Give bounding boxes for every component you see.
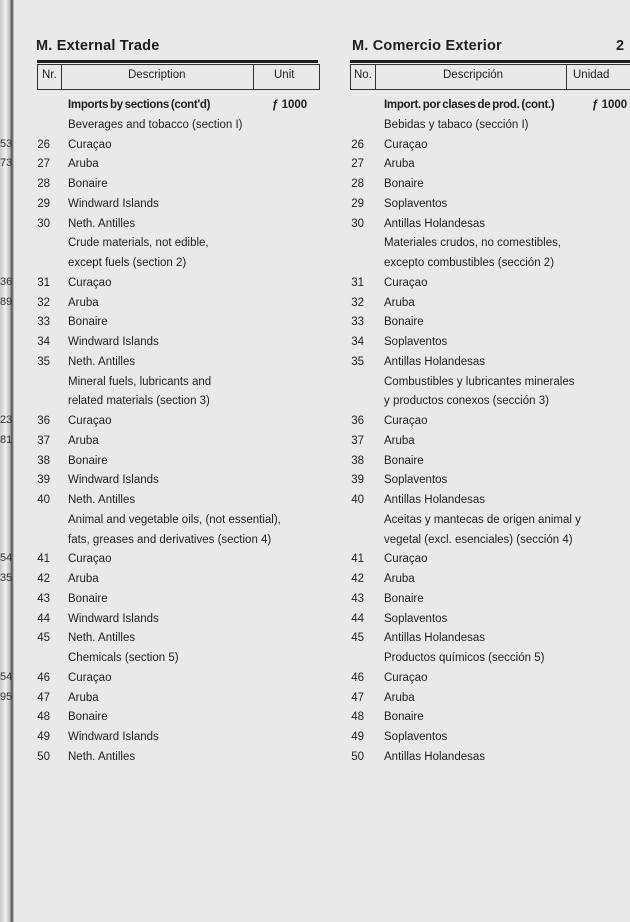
row-number: 33 [37,316,50,329]
row-number: 49 [351,731,364,743]
row-number: 37 [37,434,50,447]
table-row [0,610,630,628]
row-description: Bonaire [68,454,108,467]
row-description: Beverages and tobacco (section I) [68,118,243,131]
table-row [0,234,630,252]
row-description: Materiales crudos, no comestibles, [384,237,562,250]
row-description: Antillas Holandesas [384,494,486,506]
row-description: Aruba [384,434,415,447]
row-number: 39 [351,474,364,487]
row-description: Neth. Antilles [68,632,136,645]
table-row [0,531,630,549]
table-row [0,629,630,647]
row-number: 44 [351,612,364,625]
table-row [0,550,630,568]
row-number: 48 [351,711,364,724]
row-number: 39 [37,474,50,487]
row-description: Productos químicos (sección 5) [384,652,545,664]
table-row [0,353,630,371]
row-number: 36 [37,415,50,427]
margin-fragment: 81 [0,433,13,446]
row-number: 38 [351,454,364,467]
row-description: Soplaventos [384,474,448,487]
row-description: Curaçao [384,415,428,427]
row-description: Imports by sections (cont'd) [68,99,211,111]
row-description: Neth. Antilles [68,494,136,506]
row-number: 49 [37,731,50,743]
row-number: 27 [37,158,50,171]
row-number: 30 [351,217,364,230]
row-number: 32 [351,296,364,309]
row-description: related materials (section 3) [68,395,210,408]
row-description: Mineral fuels, lubricants and [68,375,212,388]
table-row [0,215,630,233]
row-description: Bonaire [68,711,108,724]
row-description: Soplaventos [384,336,448,348]
table-row [0,708,630,726]
table-row [0,669,630,687]
row-number: 34 [351,336,364,348]
row-description: Soplaventos [384,731,448,743]
row-description: Curaçao [68,138,112,151]
row-number: 38 [37,454,50,467]
row-number: 36 [351,415,364,427]
row-number: 40 [37,494,50,506]
right-table-header [350,64,630,90]
table-row [0,649,630,667]
row-description: Aruba [68,691,99,704]
row-number: 50 [351,750,364,763]
row-number: 31 [37,276,50,289]
table-row [0,471,630,489]
margin-fragment: 53 [0,137,13,150]
row-description: Curaçao [68,415,112,427]
row-description: excepto combustibles (sección 2) [384,257,555,269]
row-number: 50 [37,750,50,763]
row-number: 42 [351,573,364,585]
row-number: 43 [37,592,50,605]
row-number: 41 [351,553,364,566]
row-description: Antillas Holandesas [384,217,486,230]
row-description: Antillas Holandesas [384,750,486,763]
row-description: vegetal (excl. esenciales) (sección 4) [384,533,573,546]
table-row [0,333,630,351]
row-description: Aruba [68,434,99,447]
header-no: No. [354,69,372,81]
table-row [0,748,630,766]
row-description: Curaçao [384,553,428,566]
row-number: 35 [351,355,364,368]
row-description: Bonaire [384,316,424,329]
row-number: 26 [37,138,50,151]
divider [253,65,254,89]
table-row [0,452,630,470]
margin-fragment: 54 [0,552,13,565]
row-number: 41 [37,553,50,566]
table-row [0,294,630,312]
row-description: except fuels (section 2) [68,257,187,269]
table-row [0,136,630,154]
left-header-rule [37,60,318,63]
row-description: Crude materials, not edible, [68,237,209,250]
row-number: 43 [351,592,364,605]
row-description: Bonaire [68,178,108,190]
row-number: 34 [37,336,50,348]
divider [61,65,62,89]
row-description: Windward Islands [68,197,159,210]
row-description: Bonaire [384,592,424,605]
page-number: 2 [616,38,625,54]
margin-fragment: 89 [0,295,13,308]
table-row [0,590,630,608]
table-row [0,511,630,529]
row-number: 45 [351,632,364,645]
row-description: Bebidas y tabaco (sección I) [384,118,529,131]
table-row [0,254,630,272]
row-description: Neth. Antilles [68,750,136,763]
divider [375,65,376,89]
header-unidad: Unidad [573,69,610,81]
table-row [0,432,630,450]
row-description: Bonaire [384,454,424,467]
table-row [0,313,630,331]
row-description: Soplaventos [384,612,448,625]
table-row [0,274,630,292]
left-table-header [37,64,320,90]
row-description: Antillas Holandesas [384,355,486,368]
row-number: 47 [351,691,364,704]
row-number: 28 [37,178,50,190]
row-number: 46 [37,671,50,684]
row-description: Antillas Holandesas [384,632,486,645]
row-unit: ƒ 1000 [592,99,628,111]
row-description: Neth. Antilles [68,217,136,230]
row-description: Bonaire [384,178,424,190]
table-row [0,195,630,213]
row-description: Aruba [384,573,415,585]
row-description: Bonaire [384,711,424,724]
margin-fragment: 73 [0,157,13,170]
table-row [0,155,630,173]
row-number: 29 [37,197,50,210]
row-description: Import. por clases de prod. (cont.) [384,99,555,111]
row-unit: ƒ 1000 [272,99,308,111]
row-description: Aceitas y mantecas de origen animal y [384,513,581,526]
row-description: Aruba [384,158,415,171]
row-description: Windward Islands [68,731,159,743]
row-description: Curaçao [384,276,428,289]
table-row [0,491,630,509]
table-row [0,392,630,410]
row-number: 27 [351,158,364,171]
row-number: 32 [37,296,50,309]
row-description: Bonaire [68,592,108,605]
right-title: M. Comercio Exterior [352,38,502,54]
table-row [0,96,630,114]
row-description: Curaçao [68,276,112,289]
margin-fragment: 54 [0,670,13,683]
row-description: Aruba [68,296,99,309]
row-number: 37 [351,434,364,447]
row-description: Animal and vegetable oils, (not essential), [68,513,281,526]
table-row [0,412,630,430]
table-row [0,689,630,707]
table-row [0,728,630,746]
row-description: Chemicals (section 5) [68,652,179,664]
row-number: 44 [37,612,50,625]
row-number: 28 [351,178,364,190]
row-number: 40 [351,494,364,506]
row-description: Aruba [68,573,99,585]
header-descripcion: Descripción [443,69,504,81]
row-description: Windward Islands [68,336,159,348]
row-description: Curaçao [68,671,112,684]
divider [566,65,567,89]
row-description: Windward Islands [68,474,159,487]
margin-fragment: 95 [0,690,13,703]
table-row [0,175,630,193]
row-description: Aruba [384,691,415,704]
row-number: 33 [351,316,364,329]
row-number: 46 [351,671,364,684]
row-number: 26 [351,138,364,151]
table-row [0,373,630,391]
row-description: y productos conexos (sección 3) [384,395,549,408]
header-unit: Unit [274,69,295,81]
table-row [0,116,630,134]
row-number: 47 [37,691,50,704]
row-description: Curaçao [384,138,428,151]
row-description: Aruba [68,158,99,171]
row-number: 30 [37,217,50,230]
row-number: 48 [37,711,50,724]
row-number: 29 [351,197,364,210]
row-description: Soplaventos [384,197,448,210]
row-description: fats, greases and derivatives (section 4) [68,533,272,546]
row-description: Combustibles y lubricantes minerales [384,375,575,388]
margin-fragment: 35 [0,572,13,584]
left-title: M. External Trade [36,38,160,54]
row-description: Neth. Antilles [68,355,136,368]
row-number: 42 [37,573,50,585]
table-row [0,570,630,588]
row-description: Bonaire [68,316,108,329]
row-description: Curaçao [68,553,112,566]
row-description: Windward Islands [68,612,159,625]
right-header-rule [350,60,630,63]
margin-fragment: 36 [0,275,13,288]
row-description: Curaçao [384,671,428,684]
row-number: 45 [37,632,50,645]
header-nr: Nr. [42,69,57,81]
row-number: 31 [351,276,364,289]
margin-fragment: 23 [0,414,13,426]
row-description: Aruba [384,296,415,309]
row-number: 35 [37,355,50,368]
header-description: Description [128,69,186,81]
